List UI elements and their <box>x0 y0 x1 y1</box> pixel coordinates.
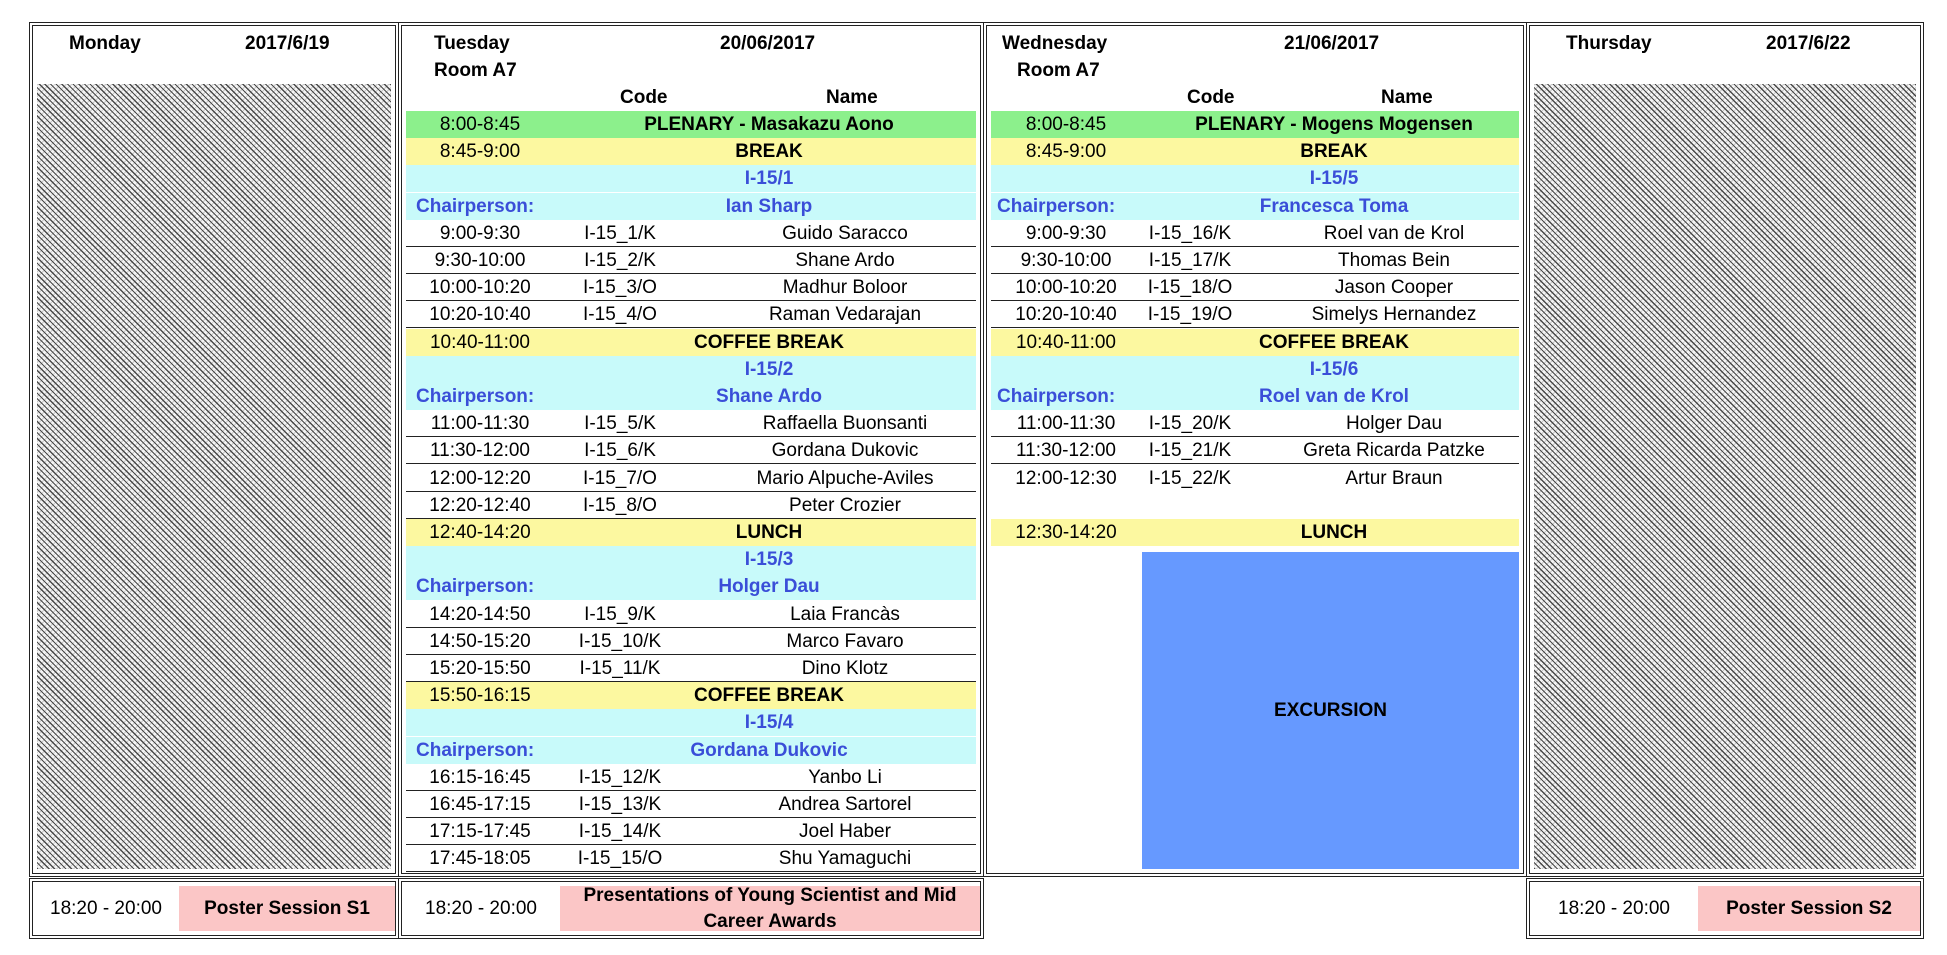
talk-speaker: Roel van de Krol <box>1323 222 1465 244</box>
tuesday-awards-session: Presentations of Young Scientist and Mid Career Awards <box>560 886 980 931</box>
talk-code: I-15_11/K <box>579 658 661 679</box>
talk-time: 11:30-12:00 <box>1015 440 1116 462</box>
talk-time: 14:50-15:20 <box>429 630 531 652</box>
talk-row <box>406 274 976 301</box>
break-row <box>991 329 1519 356</box>
thursday-date: 2017/6/22 <box>1766 33 1851 54</box>
talk-code: I-15_8/O <box>583 494 657 516</box>
break-title: BREAK <box>1300 141 1368 163</box>
talk-row <box>406 655 976 682</box>
monday-poster-session: Poster Session S1 <box>179 886 395 931</box>
chairperson-label: Chairperson: <box>997 195 1116 217</box>
talk-code: I-15_15/O <box>577 848 663 870</box>
chairperson-label: Chairperson: <box>416 195 535 217</box>
tuesday-room: Room A7 <box>434 60 517 81</box>
talk-time: 11:00-11:30 <box>1016 413 1116 435</box>
break-row <box>406 138 976 165</box>
talk-time: 16:45-17:15 <box>429 794 531 815</box>
session-header-row <box>991 356 1519 383</box>
chairperson-name: Holger Dau <box>718 576 820 598</box>
wednesday-name-header: Name <box>1381 87 1433 108</box>
tuesday-date: 20/06/2017 <box>720 33 816 54</box>
chairperson-label: Chairperson: <box>416 739 535 761</box>
talk-code: I-15_19/O <box>1147 304 1233 326</box>
talk-row <box>991 301 1519 328</box>
talk-row <box>406 492 976 519</box>
chairperson-row <box>406 737 976 764</box>
talk-speaker: Peter Crozier <box>789 494 901 516</box>
wednesday-day: Wednesday <box>1002 33 1108 54</box>
session-time: 12:40-14:20 <box>429 522 531 543</box>
talk-time: 12:00-12:30 <box>1015 467 1117 489</box>
talk-time: 9:30-10:00 <box>434 250 526 271</box>
talk-time: 16:15-16:45 <box>429 766 531 788</box>
monday-date: 2017/6/19 <box>245 33 330 54</box>
talk-speaker: Simelys Hernandez <box>1311 304 1477 326</box>
talk-speaker: Joel Haber <box>799 821 891 843</box>
session-time: 10:40-11:00 <box>429 331 530 353</box>
chairperson-row <box>406 573 976 600</box>
break-row <box>991 519 1519 546</box>
talk-row <box>406 247 976 274</box>
talk-time: 15:20-15:50 <box>429 658 531 679</box>
session-time: 12:30-14:20 <box>1015 522 1117 543</box>
wednesday-code-header: Code <box>1187 87 1235 108</box>
session-header-row <box>991 165 1519 192</box>
thursday-day: Thursday <box>1566 33 1652 54</box>
talk-speaker: Dino Klotz <box>801 658 889 679</box>
talk-row <box>406 301 976 328</box>
break-title: COFFEE BREAK <box>694 685 844 707</box>
break-row <box>406 329 976 356</box>
talk-code: I-15_1/K <box>584 222 656 244</box>
session-code: I-15/4 <box>744 712 794 734</box>
talk-row <box>991 437 1519 464</box>
talk-speaker: Marco Favaro <box>786 630 904 652</box>
talk-time: 9:00-9:30 <box>439 222 521 244</box>
session-time: 15:50-16:15 <box>429 685 531 707</box>
tuesday-code-header: Code <box>620 87 668 108</box>
talk-row <box>406 220 976 247</box>
talk-time: 14:20-14:50 <box>429 603 531 625</box>
session-time: 8:45-9:00 <box>1025 141 1107 163</box>
talk-time: 11:00-11:30 <box>430 413 530 435</box>
session-header-row <box>406 546 976 573</box>
chairperson-row <box>406 193 976 220</box>
plenary-title: PLENARY - Mogens Mogensen <box>1195 114 1473 135</box>
talk-code: I-15_6/K <box>584 440 656 462</box>
talk-code: I-15_14/K <box>578 821 662 843</box>
tuesday-name-header: Name <box>826 87 878 108</box>
talk-speaker: Andrea Sartorel <box>778 794 912 815</box>
session-header-row <box>406 356 976 383</box>
session-code: I-15/2 <box>744 358 794 380</box>
chairperson-label: Chairperson: <box>416 576 535 598</box>
talk-time: 10:00-10:20 <box>429 277 531 299</box>
talk-code: I-15_22/K <box>1148 467 1232 489</box>
session-time: 8:00-8:45 <box>1025 114 1107 135</box>
tuesday-frame <box>398 22 984 877</box>
talk-speaker: Greta Ricarda Patzke <box>1303 440 1485 462</box>
talk-row <box>406 764 976 791</box>
talk-speaker: Shu Yamaguchi <box>778 848 912 870</box>
break-title: COFFEE BREAK <box>694 331 844 353</box>
chairperson-name: Francesca Toma <box>1259 195 1409 217</box>
talk-code: I-15_17/K <box>1148 250 1232 271</box>
talk-row <box>406 818 976 845</box>
monday-day: Monday <box>69 33 141 54</box>
tuesday-evening <box>398 878 984 939</box>
break-title: COFFEE BREAK <box>1259 331 1409 353</box>
talk-code: I-15_3/O <box>583 277 657 299</box>
thursday-frame <box>1526 22 1924 877</box>
talk-code: I-15_10/K <box>578 630 662 652</box>
talk-code: I-15_21/K <box>1148 440 1232 462</box>
talk-code: I-15_16/K <box>1148 222 1232 244</box>
session-header-row <box>406 709 976 736</box>
session-code: I-15/3 <box>744 549 794 571</box>
excursion-block: EXCURSION <box>1142 552 1519 869</box>
talk-row <box>991 465 1519 492</box>
talk-code: I-15_9/K <box>584 603 656 625</box>
plenary-row <box>406 111 976 138</box>
talk-time: 10:20-10:40 <box>429 304 531 326</box>
break-title: LUNCH <box>1300 522 1368 543</box>
monday-hatched-area <box>37 84 391 869</box>
chairperson-name: Ian Sharp <box>725 195 813 217</box>
session-time: 10:40-11:00 <box>1015 331 1116 353</box>
chairperson-row <box>991 383 1519 410</box>
wednesday-evening <box>983 878 1527 939</box>
wednesday-date: 21/06/2017 <box>1284 33 1380 54</box>
session-code: I-15/1 <box>744 168 794 190</box>
talk-code: I-15_12/K <box>578 766 662 788</box>
thursday-evening-time: 18:20 - 20:00 <box>1558 897 1670 919</box>
talk-time: 10:20-10:40 <box>1015 304 1117 326</box>
monday-column <box>29 22 399 939</box>
chairperson-name: Gordana Dukovic <box>690 739 848 761</box>
monday-evening <box>29 878 399 939</box>
session-code: I-15/6 <box>1309 358 1359 380</box>
session-code: I-15/5 <box>1309 168 1359 190</box>
talk-row <box>991 274 1519 301</box>
break-row <box>406 682 976 709</box>
talk-row <box>991 220 1519 247</box>
talk-speaker: Gordana Dukovic <box>771 440 919 462</box>
talk-speaker: Jason Cooper <box>1334 277 1454 299</box>
talk-speaker: Mario Alpuche-Aviles <box>756 467 934 489</box>
talk-time: 9:00-9:30 <box>1025 222 1107 244</box>
break-row <box>991 138 1519 165</box>
talk-row <box>406 437 976 464</box>
monday-frame <box>29 22 399 877</box>
talk-speaker: Raffaella Buonsanti <box>762 413 928 435</box>
wednesday-frame <box>983 22 1527 877</box>
talk-speaker: Guido Saracco <box>782 222 908 244</box>
chairperson-row <box>406 383 976 410</box>
plenary-title: PLENARY - Masakazu Aono <box>644 114 894 135</box>
talk-row <box>406 791 976 818</box>
talk-code: I-15_7/O <box>583 467 657 489</box>
tuesday-day: Tuesday <box>434 33 510 54</box>
break-title: BREAK <box>735 141 803 163</box>
session-time: 8:00-8:45 <box>439 114 521 135</box>
talk-code: I-15_2/K <box>584 250 656 271</box>
wednesday-room: Room A7 <box>1017 60 1100 81</box>
talk-code: I-15_18/O <box>1147 277 1233 299</box>
session-time: 8:45-9:00 <box>439 141 521 163</box>
talk-code: I-15_4/O <box>583 304 657 326</box>
talk-speaker: Artur Braun <box>1345 467 1443 489</box>
talk-time: 12:00-12:20 <box>429 467 531 489</box>
chairperson-row <box>991 193 1519 220</box>
talk-time: 9:30-10:00 <box>1020 250 1112 271</box>
talk-code: I-15_20/K <box>1148 413 1232 435</box>
talk-row <box>406 601 976 628</box>
wednesday-column <box>983 22 1527 939</box>
talk-time: 17:45-18:05 <box>429 848 531 870</box>
talk-time: 10:00-10:20 <box>1015 277 1117 299</box>
talk-row <box>991 410 1519 437</box>
talk-time: 12:20-12:40 <box>429 494 531 516</box>
talk-speaker: Raman Vedarajan <box>768 304 922 326</box>
plenary-row <box>991 111 1519 138</box>
talk-speaker: Laia Francàs <box>790 603 900 625</box>
chairperson-name: Shane Ardo <box>716 386 822 407</box>
talk-row <box>406 628 976 655</box>
chairperson-label: Chairperson: <box>997 386 1116 407</box>
break-title: LUNCH <box>735 522 803 543</box>
monday-evening-time: 18:20 - 20:00 <box>50 897 162 919</box>
chairperson-name: Roel van de Krol <box>1259 386 1409 407</box>
thursday-evening <box>1526 878 1924 939</box>
talk-row <box>991 247 1519 274</box>
talk-time: 11:30-12:00 <box>429 440 530 462</box>
tuesday-column <box>398 22 984 939</box>
blank-row <box>991 492 1519 519</box>
talk-speaker: Holger Dau <box>1345 413 1443 435</box>
thursday-poster-session: Poster Session S2 <box>1698 886 1920 931</box>
break-row <box>406 519 976 546</box>
chairperson-label: Chairperson: <box>416 386 535 407</box>
talk-speaker: Shane Ardo <box>795 250 895 271</box>
talk-speaker: Madhur Boloor <box>782 277 908 299</box>
tuesday-evening-time: 18:20 - 20:00 <box>425 897 537 919</box>
thursday-column <box>1526 22 1924 939</box>
thursday-hatched-area <box>1534 84 1916 869</box>
talk-speaker: Thomas Bein <box>1338 250 1450 271</box>
talk-row <box>406 845 976 872</box>
talk-row <box>406 465 976 492</box>
talk-speaker: Yanbo Li <box>808 766 882 788</box>
talk-code: I-15_5/K <box>584 413 656 435</box>
session-header-row <box>406 165 976 192</box>
talk-code: I-15_13/K <box>578 794 662 815</box>
talk-row <box>406 410 976 437</box>
talk-time: 17:15-17:45 <box>429 821 531 843</box>
